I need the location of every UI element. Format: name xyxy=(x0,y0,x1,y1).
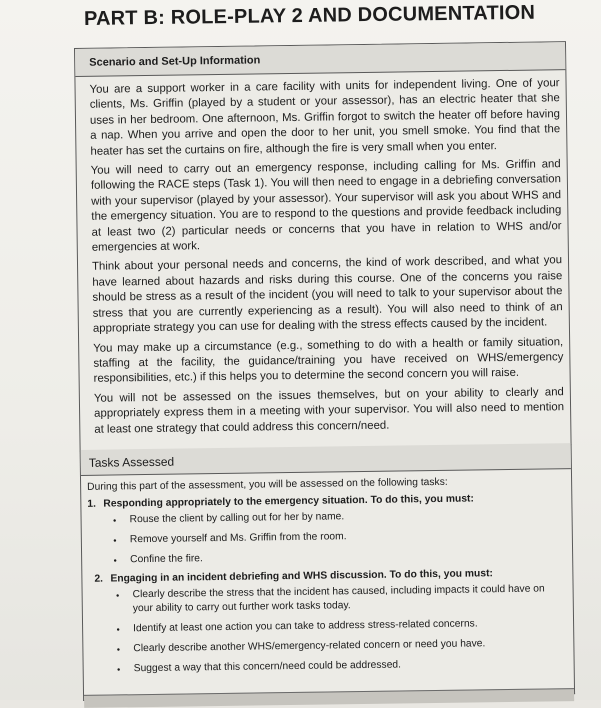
bullet-text: Clearly describe the stress that the incident has caused, including impacts it could have on your ability to carry out further work tasks today. xyxy=(132,583,545,615)
list-item xyxy=(88,547,566,568)
task-item xyxy=(88,567,567,677)
scenario-paragraph: Think about your personal needs and concerns, the kind of work described, and what you have learned about hazards and risks during this course. One of the concerns you raise should be stress as a result of the incident (you will need to talk to your supervisor about the stress that you are currently experiencing as a result). You will also need to think of an appropriate strategy you can use for dealing with the stress effects caused by the incident. xyxy=(91,254,563,335)
task-number: 1. xyxy=(87,498,97,510)
bullet-text: Suggest a way that this concern/need could be addressed. xyxy=(133,659,402,675)
bullet-text: Remove yourself and Ms. Griffin from the room. xyxy=(129,531,347,546)
scenario-paragraph: You will need to carry out an emergency response, including calling for Ms. Griffin and following the RACE steps (Task 1). You will then need to engage in a debriefing conversation with your supervisor (played by your assessor). Your supervisor will ask you about WHS and the emergency situation. You are to respond to the questions and provide feedback including at least two (2) particular needs or concerns that you have in relation to WHS and/or emergencies at work. xyxy=(90,158,562,254)
page-title: PART B: ROLE-PLAY 2 AND DOCUMENTATION xyxy=(83,1,536,30)
assessment-sheet xyxy=(74,41,575,700)
next-section-edge xyxy=(84,688,574,708)
bullet-icon: • xyxy=(116,644,121,655)
bullet-icon: • xyxy=(113,535,117,546)
bullet-icon: • xyxy=(112,515,117,526)
list-item xyxy=(89,636,567,657)
scenario-paragraph: You are a support worker in a care facility with units for independent living. One of your clients, Ms. Griffin (played by a student or your assessor), has an electric heater that she uses in her bedroom. One afternoon, Ms. Griffin forgot to switch the heater off before having a nap. When you arrive and open the door to her unit, you smell smoke. You find that the heater has set the curtains on fire, although the fire is very small when you enter. xyxy=(89,77,561,158)
scenario-paragraphs xyxy=(75,70,570,438)
tasks-body xyxy=(81,469,574,677)
bullet-text: Identify at least one action you can take to address stress-related concerns. xyxy=(133,618,478,635)
bullet-text: Clearly describe another WHS/emergency-related concern or need you have. xyxy=(133,638,486,655)
bullet-text: Confine the fire. xyxy=(130,553,203,566)
bullet-icon: • xyxy=(113,555,117,566)
bullet-text: Rouse the client by calling out for her by name. xyxy=(129,511,345,526)
list-item xyxy=(88,507,566,528)
list-item xyxy=(88,527,566,548)
tasks-box xyxy=(80,443,575,701)
list-item xyxy=(89,582,567,617)
task-number: 2. xyxy=(94,573,104,585)
scenario-heading: Scenario and Set-Up Information xyxy=(75,42,565,77)
tasks-heading: Tasks Assessed xyxy=(81,443,571,476)
task-item xyxy=(87,492,566,568)
list-item xyxy=(89,616,567,637)
tasks-intro: During this part of the assessment, you will be assessed on the following tasks: xyxy=(87,476,448,493)
scenario-paragraph: You may make up a circumstance (e.g., something to do with a health or family situation, staffing at the facility, the guidance/training you have received on WHS/emergency responsibilities, etc.) if this helps you to determine the second concern you will raise. xyxy=(93,335,564,386)
task-text: Engaging in an incident debriefing and WHS discussion. To do this, you must: xyxy=(110,568,493,585)
task-text: Responding appropriately to the emergency situation. To do this, you must: xyxy=(103,493,474,510)
bullet-icon: • xyxy=(116,624,120,635)
scenario-box xyxy=(74,41,572,452)
bullet-icon: • xyxy=(115,590,120,601)
scenario-paragraph: You will not be assessed on the issues themselves, but on your ability to clearly and appropriately express them in a meeting with your supervisor. You will also need to mention at least one strategy that could address this concern/need. xyxy=(93,385,565,436)
bullet-icon: • xyxy=(117,664,121,675)
list-item xyxy=(90,656,568,677)
